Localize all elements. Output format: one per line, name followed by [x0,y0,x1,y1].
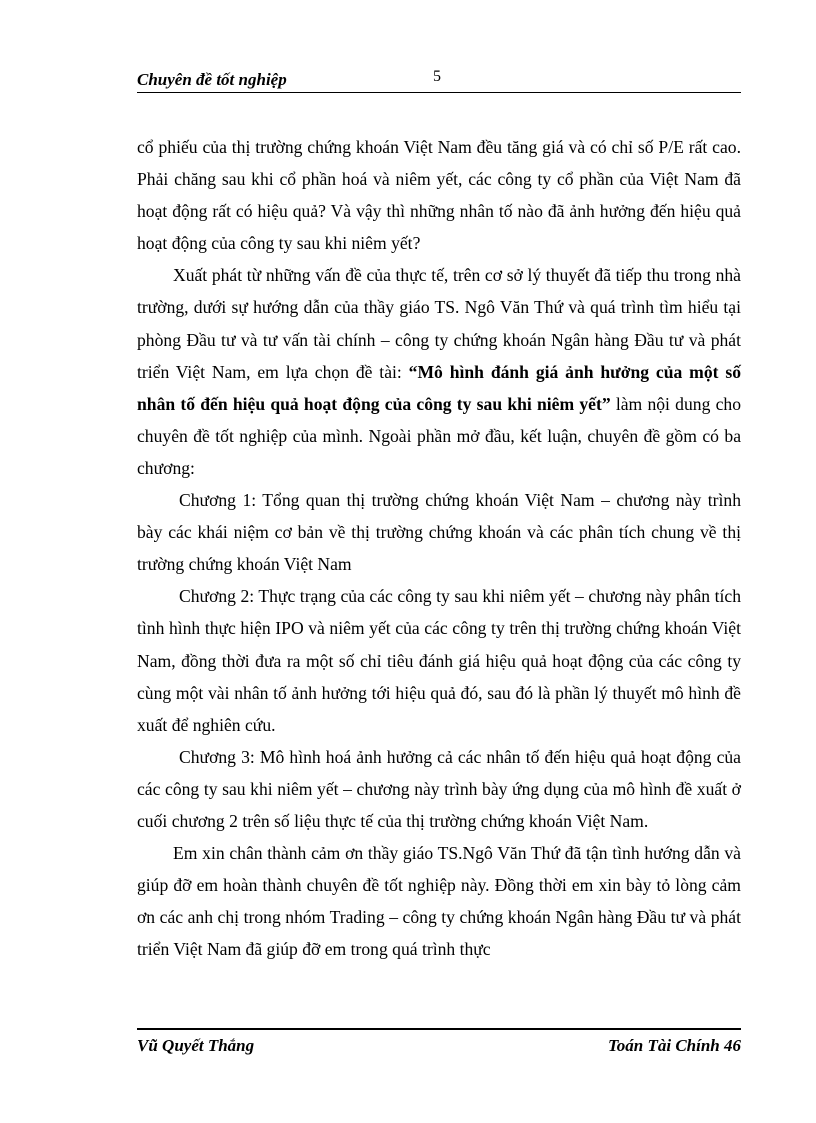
footer-author: Vũ Quyết Thắng [137,1036,255,1055]
footer-divider [137,1028,741,1030]
footer-class: Toán Tài Chính 46 [607,1036,741,1055]
paragraph-chapter-1: Chương 1: Tổng quan thị trường chứng khoán Việt Nam – chương này trình bày các khái niệm cơ bản về thị trường chứng khoán và các phân tích chung về thị trường chứng khoán Việt Nam [137,490,741,575]
thesis-topic: “Mô hình đánh giá ảnh hưởng của một số nhân tố đến hiệu quả hoạt động của công ty sau khi niêm yết” [137,361,741,414]
paragraph-chapter-2: Chương 2: Thực trạng của các công ty sau khi niêm yết – chương này phân tích tình hình thực hiện IPO và niêm yết của các công ty trên thị trường chứng khoán Việt Nam, đồng thời đưa ra một số chỉ tiêu đánh giá hiệu quả hoạt động của các công ty cùng một vài nhân tố ảnh hưởng tới hiệu quả đó, sau đó là phần lý thuyết mô hình đề xuất để nghiên cứu. [137,586,741,735]
document-body [137,131,741,965]
header-title: Chuyên đề tốt nghiệp [137,70,287,89]
paragraph-2-outro: làm nội dung cho chuyên đề tốt nghiệp của mình. Ngoài phần mở đầu, kết luận, chuyên đề gồm có ba chương: [137,393,741,478]
paragraph-1: cổ phiếu của thị trường chứng khoán Việt Nam đều tăng giá và có chỉ số P/E rất cao. Phải chăng sau khi cổ phần hoá và niêm yết, các công ty cổ phần của Việt Nam đã hoạt động rất có hiệu quả? Và vậy thì những nhân tố nào đã ảnh hưởng đến hiệu quả hoạt động của công ty sau khi niêm yết? [137,137,741,254]
paragraph-chapter-3: Chương 3: Mô hình hoá ảnh hưởng cả các nhân tố đến hiệu quả hoạt động của các công ty sau khi niêm yết – chương này trình bày ứng dụng của mô hình đề xuất ở cuối chương 2 trên số liệu thực tế của thị trường chứng khoán Việt Nam. [137,746,741,831]
paragraph-acknowledgement: Em xin chân thành cảm ơn thầy giáo TS.Ngô Văn Thứ đã tận tình hướng dẫn và giúp đỡ em hoàn thành chuyên đề tốt nghiệp này. Đồng thời em xin bày tỏ lòng cảm ơn các anh chị trong nhóm Trading – công ty chứng khoán Ngân hàng Đầu tư và phát triển Việt Nam đã giúp đỡ em trong quá trình thực [137,843,741,960]
page-number: 5 [433,68,441,85]
paragraph-2-intro: Xuất phát từ những vấn đề của thực tế, trên cơ sở lý thuyết đã tiếp thu trong nhà trường, dưới sự hướng dẫn của thầy giáo TS. Ngô Văn Thứ và quá trình tìm hiểu tại phòng Đầu tư và tư vấn tài chính – công ty chứng khoán Ngân hàng Đầu tư và phát triển Việt Nam, em lựa chọn đề tài: [137,265,741,382]
page-header [137,66,741,93]
paragraph-2 [137,259,741,484]
